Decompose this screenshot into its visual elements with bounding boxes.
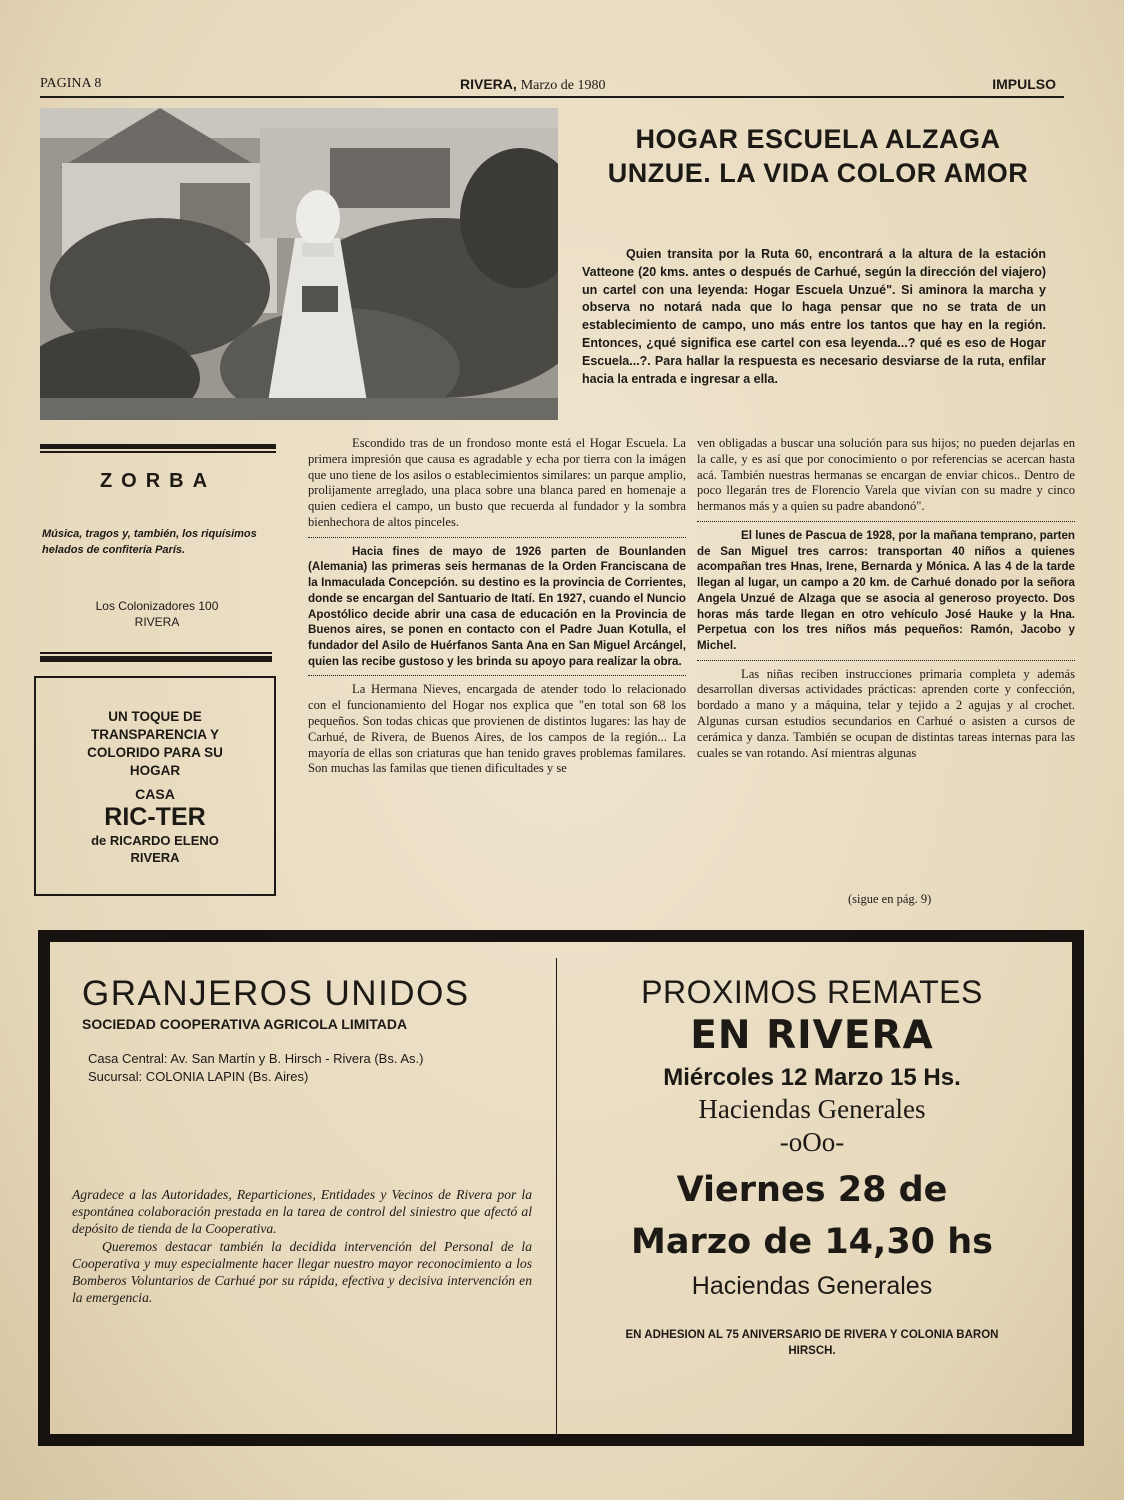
zorba-top-rule-thin (40, 451, 276, 453)
dotted-divider (697, 521, 1075, 522)
zorba-town: RIVERA (134, 615, 180, 629)
ricter-tagline: UN TOQUE DE TRANSPARENCIA Y COLORIDO PARA SU HOGAR (87, 709, 223, 778)
granjeros-message-p2: Queremos destacar también la decidida intervención del Personal de la Cooperativa y muy especialmente hacer llegar nuestro mayor reconocimiento a los Bomberos Voluntarios de Carhué por su rápida, efectiva y decisiva intervención en la emergencia. (72, 1238, 532, 1306)
dotted-divider (308, 675, 686, 676)
granjeros-sucursal: Sucursal: COLONIA LAPIN (Bs. Aires) (88, 1069, 309, 1084)
zorba-top-rule (40, 444, 276, 449)
granjeros-title: GRANJEROS UNIDOS (82, 974, 470, 1013)
zorba-description: Música, tragos y, también, los riquísimos helados de confitería París. (42, 528, 257, 556)
article-headline (566, 122, 1070, 190)
zorba-name: ZORBA (99, 470, 217, 492)
header-dateline (460, 76, 605, 94)
remates-place: EN RIVERA (690, 1013, 934, 1058)
newspaper-name: IMPULSO (992, 76, 1056, 92)
dotted-divider (697, 660, 1075, 661)
article-lead: Quien transita por la Ruta 60, encontrará a la altura de la estación Vatteone (20 kms. antes o después de Carhué, según la dirección del viajero) un cartel con una leyenda: Hogar Escuela Unzué". Si aminora la marcha y observa no notará nada que lo haga pensar que no se trata de un establecimiento de campo, uno más entre los tantos que hay en la región. Entonces, ¿qué significa ese cartel con esa leyenda...? qué es eso de Hogar Escuela...?. Para hallar la respuesta es necesario desviarse de la ruta, enfilar hacia la entrada e ingresar a ella. (582, 247, 1046, 386)
remates-date-2 (557, 1164, 1067, 1268)
remates-ad (556, 958, 1067, 1438)
column1-paragraph-1: Escondido tras de un frondoso monte está el Hogar Escuela. La primera impresión que causa es agradable y echa por tierra con la imágen que uno tiene de los asilos o establecimientos similares: un parque amplio, prolijamente arreglado, una placa sobre una blanca pared en homenaje a quien cediera el campo, un busto que recuerda al fundador y la sombra bienhechora de altos pinceles. (308, 436, 686, 529)
ricter-name: RIC-TER (104, 803, 206, 831)
zorba-bottom-rule (40, 656, 272, 662)
article-column-2 (697, 436, 1075, 761)
remates-separator: -oOo- (779, 1127, 845, 1157)
granjeros-subtitle: SOCIEDAD COOPERATIVA AGRICOLA LIMITADA (82, 1016, 408, 1032)
photo-hogar-escuela-bust (40, 108, 558, 420)
granjeros-casa-central: Casa Central: Av. San Martín y B. Hirsch - Rivera (Bs. As.) (88, 1051, 424, 1066)
remates-date-2-line-1: Viernes 28 de (676, 1170, 948, 1210)
remates-title: PROXIMOS REMATES (641, 974, 983, 1010)
zorba-address: Los Colonizadores 100 (95, 599, 219, 613)
headline-line-2: UNZUE. LA VIDA COLOR AMOR (607, 158, 1029, 188)
page-number: PAGINA 8 (40, 76, 102, 91)
column1-paragraph-2: Hacia fines de mayo de 1926 parten de Bounlanden (Alemania) las primeras seis hermanas de la Orden Franciscana de la Inmaculada Concepción. su destino es la provincia de Corrientes, donde se encargan del Santuario de Itatí. En 1927, cuando el Nuncio Apostólico decide abrir una casa de educación en la Provincia de Buenos aires, se ponen en contacto con el Padre Juan Kotulla, el fundador del Asilo de Huérfanos Santa Ana en San Miguel Arcángel, quien las recibe gustoso y les brinda su apoyo para realizar la obra. (308, 544, 686, 668)
column2-paragraph-1: ven obligadas a buscar una solución para sus hijos; no pueden dejarlas en la calle, y es así que por conocimiento o por referencias se acercan hasta acá. También nuestras hermanas se encargan de enviar chicos.. Dentro de poco llegarán tres de Florencio Varela que vivían con su madre y cinco hermanos más y a quien su padre abandonó". (697, 436, 1075, 514)
ricter-casa: CASA (135, 786, 175, 802)
zorba-bottom-rule-thin (40, 652, 272, 654)
remates-kind-2: Haciendas Generales (691, 1272, 933, 1300)
header-town: RIVERA, (460, 76, 517, 92)
header-date: Marzo de 1980 (520, 78, 606, 93)
article-column-1 (308, 436, 686, 777)
remates-adhesion: EN ADHESION AL 75 ANIVERSARIO DE RIVERA Y COLONIA BARON HIRSCH. (625, 1329, 999, 1357)
granjeros-addresses (88, 1050, 550, 1086)
granjeros-message-p1: Agradece a las Autoridades, Reparticiones, Entidades y Vecinos de Rivera por la espontánea colaboración prestada en la tarea de control del siniestro que afectó al depósito de tienda de la Cooperativa. (72, 1187, 532, 1237)
dotted-divider (308, 537, 686, 538)
page-header (40, 76, 1060, 96)
headline-line-1: HOGAR ESCUELA ALZAGA (635, 124, 1001, 154)
continued-note: (sigue en pág. 9) (848, 892, 932, 906)
remates-date-2-line-2: Marzo de 14,30 hs (631, 1222, 993, 1262)
column2-paragraph-2: El lunes de Pascua de 1928, por la mañana temprano, parten de San Miguel tres carros: transportan 40 niños a quienes acompañan tres Hnas, Irene, Bernarda y Mónica. A las 4 de la tarde llegan al lugar, un campo a 20 km. de Carhué donado por la señora Angela Unzué de Alzaga que se asocia al generoso proyecto. Dos horas más tarde llegan en otro vehículo José Hauke y la Hna. Perpetua con los tres niños más pequeños: Ramón, Jacobo y Michel. (697, 528, 1075, 652)
article-photo (40, 108, 558, 420)
granjeros-message (72, 1186, 532, 1306)
ricter-ad (34, 676, 276, 896)
ricter-town: RIVERA (130, 850, 180, 865)
column2-paragraph-3: Las niñas reciben instrucciones primaria completa y además desarrollan diversas actividades prácticas: aprenden corte y confección, bordado a mano y a máquina, telar y tejido a 2 agujas y al crochet. Algunas cursan estudios secundarios en Carhué o asisten a cursos de cerámica y danza. También se ocupan de distintas tareas internas para las cuales se van rotando. Así mientras algunas (697, 666, 1075, 760)
header-rule (40, 96, 1064, 98)
column1-paragraph-3: La Hermana Nieves, encargada de atender todo lo relacionado con el funcionamiento del Hogar nos explica que "en total son 68 los pequeños. Son todas chicas que provienen de distintos lugares: las hay de Carhué, de Rivera, de Buenos Aires, de los campos de la región... La mayoría de ellas son criaturas que han tenido graves problemas familares. Son muchas las familas que tienen dificultades y se (308, 682, 686, 776)
zorba-address-block (40, 598, 274, 630)
remates-kind-1: Haciendas Generales (698, 1094, 926, 1124)
granjeros-unidos-ad (60, 958, 550, 1438)
ricter-owner: de RICARDO ELENO (91, 833, 219, 848)
remates-date-1: Miércoles 12 Marzo 15 Hs. (663, 1064, 961, 1091)
